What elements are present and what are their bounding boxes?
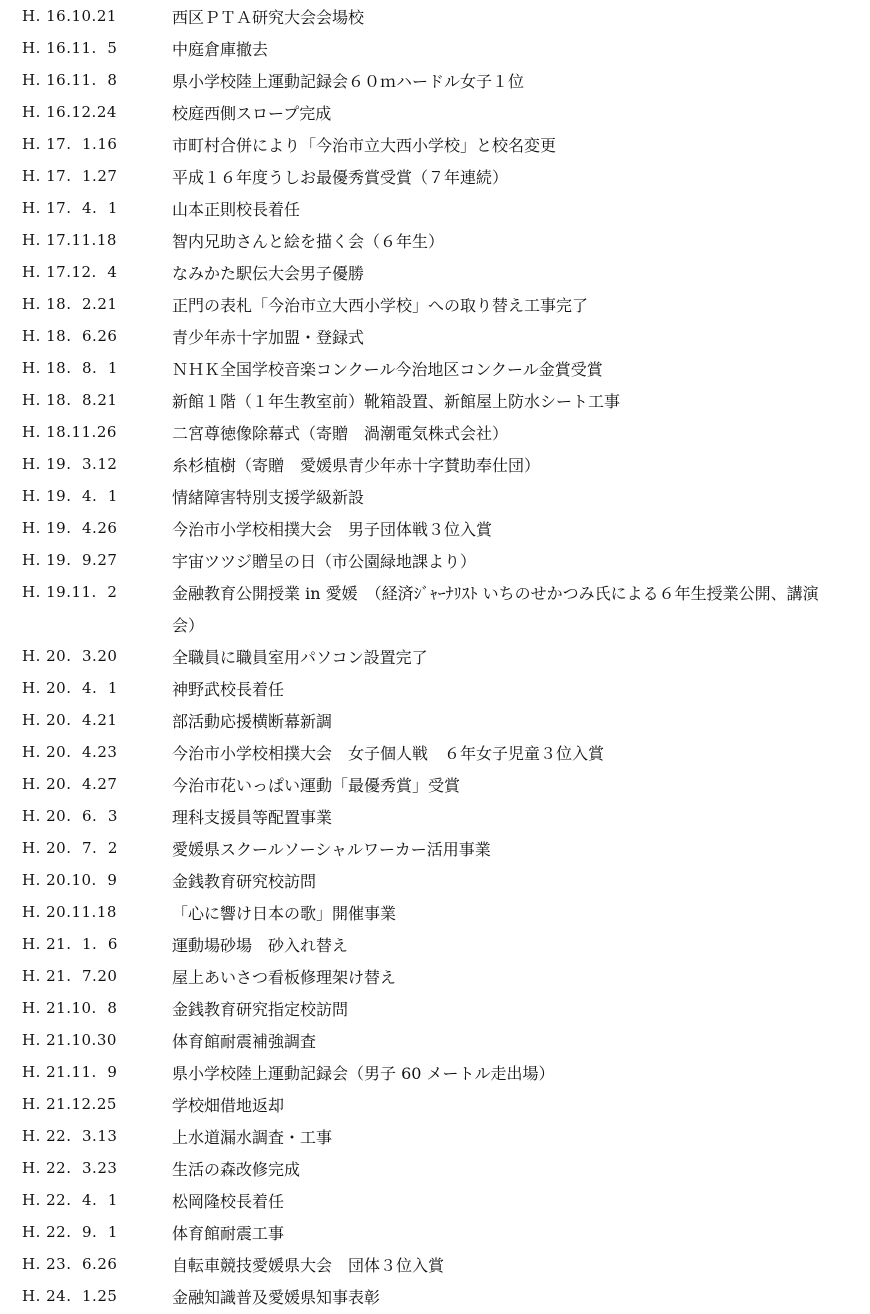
entry-event: 糸杉植樹（寄贈 愛媛県青少年赤十字賛助奉仕団） [172, 456, 541, 475]
timeline-row [0, 642, 870, 674]
entry-date: H. 22. 9. 1 [22, 1223, 118, 1241]
timeline-row [0, 386, 870, 418]
entry-event: 智内兄助さんと絵を描く会（６年生） [172, 232, 445, 251]
timeline-row [0, 418, 870, 450]
entry-event: 中庭倉庫撤去 [172, 40, 269, 59]
entry-event: なみかた駅伝大会男子優勝 [172, 264, 365, 283]
entry-date: H. 21. 7.20 [22, 967, 118, 985]
timeline-row [0, 546, 870, 578]
entry-date: H. 20. 3.20 [22, 647, 118, 665]
timeline-row [0, 322, 870, 354]
timeline-row [0, 834, 870, 866]
entry-date: H. 18. 6.26 [22, 327, 118, 345]
entry-event: 平成１６年度うしお最優秀賞受賞（７年連続） [172, 168, 509, 187]
timeline-row [0, 866, 870, 898]
entry-date: H. 19.11. 2 [22, 583, 118, 601]
entry-date: H. 16.12.24 [22, 103, 117, 121]
timeline-row [0, 738, 870, 770]
timeline-row [0, 770, 870, 802]
entry-event: 金銭教育研究校訪問 [172, 872, 317, 891]
entry-event: 神野武校長着任 [172, 680, 285, 699]
entry-event: 学校畑借地返却 [172, 1096, 285, 1115]
timeline-row [0, 1058, 870, 1090]
entry-date: H. 20.10. 9 [22, 871, 118, 889]
entry-date: H. 17. 1.16 [22, 135, 118, 153]
timeline-row [0, 674, 870, 706]
entry-event: 正門の表札「今治市立大西小学校」への取り替え工事完了 [172, 296, 589, 315]
entry-event: 市町村合併により「今治市立大西小学校」と校名変更 [172, 136, 557, 155]
timeline-row [0, 290, 870, 322]
entry-date: H. 24. 1.25 [22, 1287, 118, 1305]
timeline-row [0, 514, 870, 546]
entry-event: 自転車競技愛媛県大会 団体３位入賞 [172, 1256, 445, 1275]
entry-event: 今治市花いっぱい運動「最優秀賞」受賞 [172, 776, 461, 795]
timeline-row [0, 66, 870, 98]
entry-date: H. 21.10.30 [22, 1031, 117, 1049]
timeline-row [0, 482, 870, 514]
entry-date: H. 16.11. 5 [22, 39, 118, 57]
entry-date: H. 17.11.18 [22, 231, 117, 249]
timeline-row [0, 1090, 870, 1122]
entry-event: 西区ＰＴＡ研究大会会場校 [172, 8, 365, 27]
entry-date: H. 18.11.26 [22, 423, 117, 441]
entry-event: 県小学校陸上運動記録会（男子 60 メートル走出場） [172, 1064, 555, 1083]
entry-event: ＮＨＫ全国学校音楽コンクール今治地区コンクール金賞受賞 [172, 360, 603, 379]
timeline-row [0, 1122, 870, 1154]
entry-event: 体育館耐震工事 [172, 1224, 285, 1243]
timeline-row [0, 354, 870, 386]
entry-date: H. 19. 4. 1 [22, 487, 118, 505]
entry-event: 愛媛県スクールソーシャルワーカー活用事業 [172, 840, 491, 859]
entry-event: 今治市小学校相撲大会 男子団体戦３位入賞 [172, 520, 493, 539]
timeline-row [0, 258, 870, 290]
entry-event: 二宮尊徳像除幕式（寄贈 渦潮電気株式会社） [172, 424, 509, 443]
entry-event: 情緒障害特別支援学級新設 [172, 488, 365, 507]
timeline-row [0, 1186, 870, 1218]
entry-date: H. 18. 8.21 [22, 391, 118, 409]
entry-event: 生活の森改修完成 [172, 1160, 301, 1179]
entry-date: H. 20. 4.21 [22, 711, 118, 729]
entry-event: 屋上あいさつ看板修理架け替え [172, 968, 397, 987]
timeline-row [0, 1282, 870, 1314]
entry-date: H. 16.11. 8 [22, 71, 118, 89]
timeline-row [0, 226, 870, 258]
entry-date: H. 19. 4.26 [22, 519, 118, 537]
timeline-row [0, 930, 870, 962]
entry-event: 松岡隆校長着任 [172, 1192, 285, 1211]
timeline-row [0, 1218, 870, 1250]
entry-date: H. 17.12. 4 [22, 263, 118, 281]
entry-date: H. 16.10.21 [22, 7, 117, 25]
entry-event: 山本正則校長着任 [172, 200, 301, 219]
entry-date: H. 21.12.25 [22, 1095, 117, 1113]
timeline-row [0, 34, 870, 66]
entry-event: 金融教育公開授業 in 愛媛 （経済ｼﾞｬｰﾅﾘｽﾄ いちのせかつみ氏による６年生授業公開、講演会） [172, 584, 819, 635]
entry-date: H. 21.11. 9 [22, 1063, 118, 1081]
entry-date: H. 22. 4. 1 [22, 1191, 118, 1209]
entry-date: H. 20. 7. 2 [22, 839, 118, 857]
timeline-row [0, 130, 870, 162]
timeline-row [0, 706, 870, 738]
timeline-row [0, 162, 870, 194]
entry-date: H. 21. 1. 6 [22, 935, 118, 953]
timeline-row [0, 98, 870, 130]
timeline-row [0, 802, 870, 834]
entry-date: H. 20. 6. 3 [22, 807, 118, 825]
timeline-row [0, 962, 870, 994]
entry-event: 「心に響け日本の歌」開催事業 [172, 904, 397, 923]
entry-event: 理科支援員等配置事業 [172, 808, 333, 827]
entry-date: H. 20. 4.23 [22, 743, 118, 761]
timeline-row [0, 898, 870, 930]
timeline-row [0, 578, 870, 642]
entry-date: H. 20. 4. 1 [22, 679, 118, 697]
entry-date: H. 17. 4. 1 [22, 199, 118, 217]
entry-event: 運動場砂場 砂入れ替え [172, 936, 349, 955]
timeline-row [0, 450, 870, 482]
entry-date: H. 22. 3.13 [22, 1127, 118, 1145]
timeline-row [0, 1026, 870, 1058]
entry-event: 上水道漏水調査・工事 [172, 1128, 333, 1147]
entry-date: H. 17. 1.27 [22, 167, 118, 185]
entry-event: 新館１階（１年生教室前）靴箱設置、新館屋上防水シート工事 [172, 392, 621, 411]
timeline-row [0, 1154, 870, 1186]
timeline-row [0, 2, 870, 34]
entry-event: 金銭教育研究指定校訪問 [172, 1000, 349, 1019]
entry-event: 部活動応援横断幕新調 [172, 712, 333, 731]
entry-date: H. 18. 8. 1 [22, 359, 118, 377]
entry-date: H. 20. 4.27 [22, 775, 118, 793]
entry-event: 青少年赤十字加盟・登録式 [172, 328, 365, 347]
entry-event: 金融知識普及愛媛県知事表彰 [172, 1288, 381, 1307]
entry-date: H. 23. 6.26 [22, 1255, 118, 1273]
entry-event: 県小学校陸上運動記録会６０ｍハードル女子１位 [172, 72, 525, 91]
entry-date: H. 20.11.18 [22, 903, 117, 921]
entry-date: H. 19. 3.12 [22, 455, 118, 473]
timeline-row [0, 194, 870, 226]
timeline-row [0, 994, 870, 1026]
entry-date: H. 21.10. 8 [22, 999, 118, 1017]
entry-date: H. 22. 3.23 [22, 1159, 118, 1177]
entry-date: H. 18. 2.21 [22, 295, 118, 313]
entry-event: 今治市小学校相撲大会 女子個人戦 ６年女子児童３位入賞 [172, 744, 605, 763]
timeline-row [0, 1250, 870, 1282]
entry-date: H. 19. 9.27 [22, 551, 118, 569]
entry-event: 宇宙ツツジ贈呈の日（市公園緑地課より） [172, 552, 477, 571]
entry-event: 全職員に職員室用パソコン設置完了 [172, 648, 428, 667]
entry-event: 体育館耐震補強調査 [172, 1032, 317, 1051]
entry-event: 校庭西側スロープ完成 [172, 104, 332, 123]
